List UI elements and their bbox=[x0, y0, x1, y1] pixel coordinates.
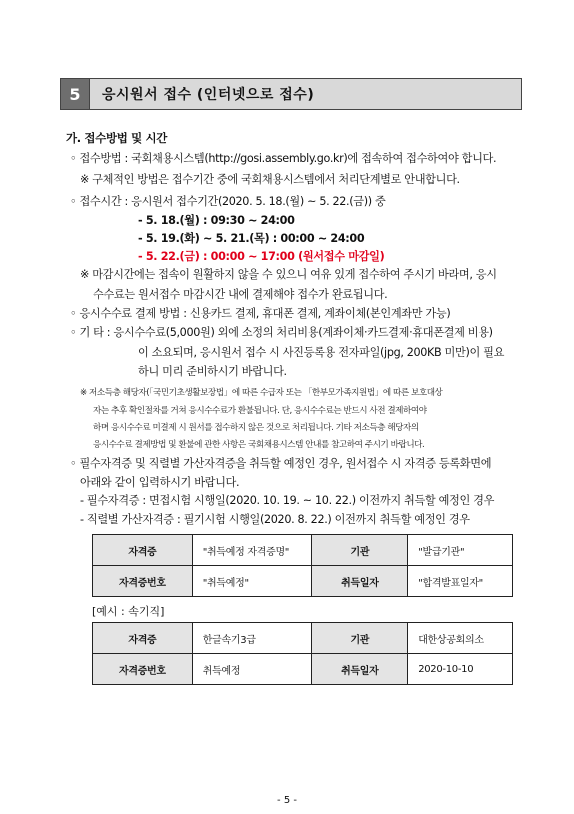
table-row bbox=[93, 623, 513, 654]
cert-line-4: - 직렬별 가산자격증 : 필기시험 시행일(2020. 8. 22.) 이전까지 취득할 예정인 경우 bbox=[80, 513, 470, 526]
table-header-cell: 자격증번호 bbox=[93, 654, 193, 685]
method-line: ◦ 접수방법 : 국회채용시스템(http://gosi.assembly.go.kr)에 접속하여 접수하여야 합니다. bbox=[70, 152, 497, 165]
table-cell: 2020-10-10 bbox=[408, 654, 513, 685]
section-number: 5 bbox=[61, 79, 90, 109]
cert-line-3: - 필수자격증 : 면접시험 시행일(2020. 10. 19. ~ 10. 22.) 이전까지 취득할 예정인 경우 bbox=[80, 494, 495, 507]
cert-line-1: ◦ 필수자격증 및 직렬별 가산자격증을 취득할 예정인 경우, 원서접수 시 자격증 등록화면에 bbox=[70, 457, 492, 470]
table-header-cell: 기관 bbox=[312, 623, 408, 654]
low-income-note-1: ※ 저소득층 해당자(「국민기초생활보장법」에 따른 수급자 또는 「한부모가족지원법」에 따른 보호대상 bbox=[80, 388, 443, 398]
table-cell: 취득예정 bbox=[192, 654, 312, 685]
etc-line-3: 하니 미리 준비하시기 바랍니다. bbox=[138, 365, 287, 378]
table-header-cell: 자격증번호 bbox=[93, 566, 193, 597]
time-day2: - 5. 19.(화) ~ 5. 21.(목) : 00:00 ~ 24:00 bbox=[138, 232, 365, 245]
cert-line-2: 아래와 같이 입력하시기 바랍니다. bbox=[80, 476, 240, 489]
table-cell: "합격발표일자" bbox=[408, 566, 513, 597]
table-cell: "발급기관" bbox=[408, 535, 513, 566]
low-income-note-3: 하며 응시수수료 미결제 시 원서를 접수하지 않은 것으로 처리됩니다. 기타 저소득층 해당자의 bbox=[93, 423, 419, 433]
section-header bbox=[60, 78, 522, 110]
time-main-line: ◦ 접수시간 : 응시원서 접수기간(2020. 5. 18.(월) ~ 5. 22.(금)) 중 bbox=[70, 195, 386, 208]
cert-template-table bbox=[92, 534, 513, 597]
table-cell: 한글속기3급 bbox=[192, 623, 312, 654]
deadline-note-2: 수수료는 원서접수 마감시간 내에 결제해야 접수가 완료됩니다. bbox=[93, 288, 388, 301]
table-header-cell: 기관 bbox=[312, 535, 408, 566]
etc-line-1: ◦ 기 타 : 응시수수료(5,000원) 외에 소정의 처리비용(계좌이체·카드결제·휴대폰결제 비용) bbox=[70, 326, 493, 339]
subsection-title: 가. 접수방법 및 시간 bbox=[66, 131, 168, 145]
table-row bbox=[93, 566, 513, 597]
section-title: 응시원서 접수 (인터넷으로 접수) bbox=[90, 79, 521, 109]
table-header-cell: 자격증 bbox=[93, 623, 193, 654]
table-row bbox=[93, 535, 513, 566]
etc-line-2: 이 소요되며, 응시원서 접수 시 사진등록용 전자파일(jpg, 200KB 미만)이 필요 bbox=[138, 346, 505, 359]
table-cell: 대한상공회의소 bbox=[408, 623, 513, 654]
time-day3-deadline: - 5. 22.(금) : 00:00 ~ 17:00 (원서접수 마감일) bbox=[138, 250, 385, 263]
example-label: [예시 : 속기직] bbox=[92, 605, 165, 618]
deadline-note-1: ※ 마감시간에는 접속이 원활하지 않을 수 있으니 여유 있게 접수하여 주시기 바라며, 응시 bbox=[80, 268, 497, 281]
page-number: - 5 - bbox=[277, 795, 297, 806]
table-header-cell: 취득일자 bbox=[312, 566, 408, 597]
table-cell: "취득예정 자격증명" bbox=[192, 535, 312, 566]
table-cell: "취득예정" bbox=[192, 566, 312, 597]
table-header-cell: 취득일자 bbox=[312, 654, 408, 685]
fee-method-line: ◦ 응시수수료 결제 방법 : 신용카드 결제, 휴대폰 결제, 계좌이체(본인계좌만 가능) bbox=[70, 307, 451, 320]
low-income-note-2: 자는 추후 확인절차를 거쳐 응시수수료가 환불됩니다. 단, 응시수수료는 반드시 사전 결제하여야 bbox=[93, 406, 427, 416]
low-income-note-4: 응시수수료 결제방법 및 환불에 관한 사항은 국회채용시스템 안내를 참고하여 주시기 바랍니다. bbox=[93, 440, 425, 450]
method-note: ※ 구체적인 방법은 접수기간 중에 국회채용시스템에서 처리단계별로 안내합니다. bbox=[80, 173, 460, 186]
table-header-cell: 자격증 bbox=[93, 535, 193, 566]
time-day1: - 5. 18.(월) : 09:30 ~ 24:00 bbox=[138, 214, 295, 227]
table-row bbox=[93, 654, 513, 685]
cert-example-table bbox=[92, 622, 513, 685]
